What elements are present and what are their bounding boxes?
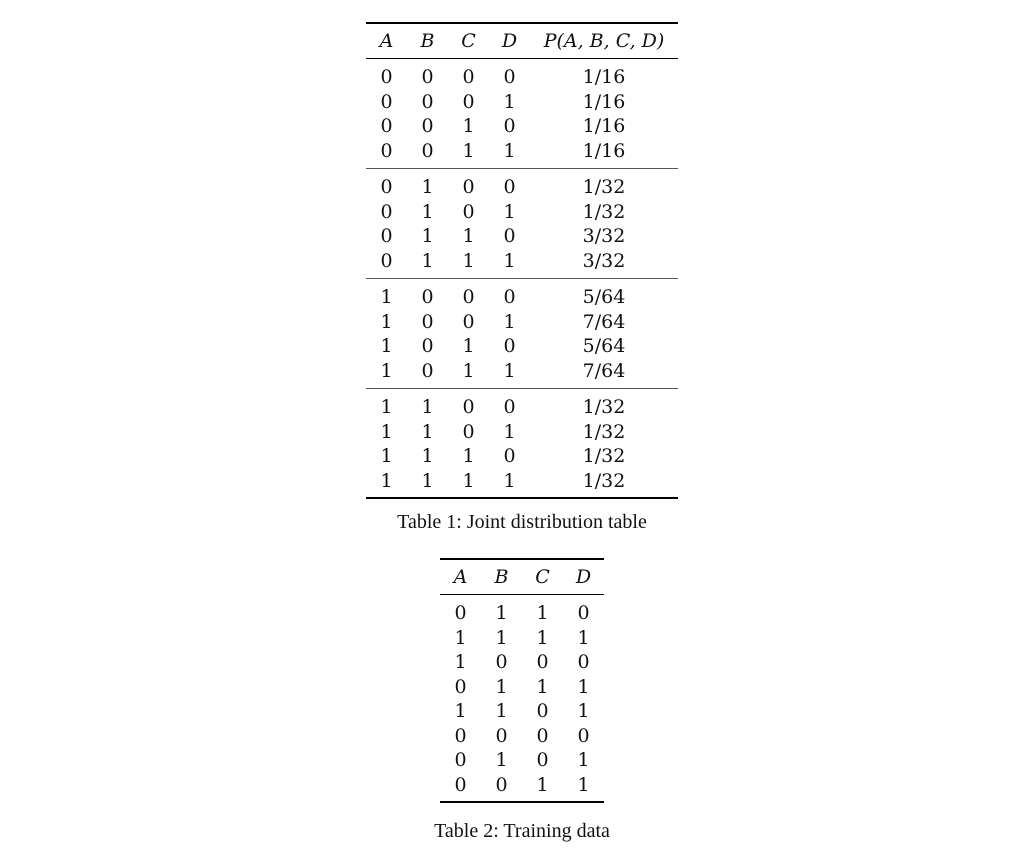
probability-cell: 1/16 [582, 115, 626, 138]
table-cell: 1 [536, 773, 549, 796]
table-cell: 0 [503, 115, 516, 138]
table-cell: 0 [495, 724, 508, 747]
table-row [366, 90, 678, 115]
table-cell: 1 [503, 90, 516, 113]
table-cell: 1 [454, 700, 467, 723]
table-cell: 0 [536, 651, 549, 674]
table-row [366, 249, 678, 279]
training-data-body [440, 595, 604, 803]
table-cell: 1 [380, 445, 393, 468]
probability-cell: 7/64 [582, 310, 626, 333]
table-cell: 0 [577, 602, 590, 625]
table-row [440, 675, 604, 700]
table-row [440, 650, 604, 675]
table-cell: 0 [462, 286, 475, 309]
table-row [440, 724, 604, 749]
column-header-b: B [407, 23, 448, 59]
table-row [366, 59, 678, 90]
table-row [366, 359, 678, 389]
table-cell: 0 [503, 445, 516, 468]
table-cell: 0 [503, 225, 516, 248]
table-cell: 1 [421, 469, 434, 492]
table-row [366, 139, 678, 169]
table-cell: 0 [380, 200, 393, 223]
probability-cell: 5/64 [582, 286, 626, 309]
table-cell: 0 [421, 66, 434, 89]
table-row [366, 169, 678, 200]
table-cell: 0 [503, 66, 516, 89]
column-header-c: C [448, 23, 489, 59]
joint-distribution-table [366, 22, 678, 499]
table-row [440, 595, 604, 626]
table-cell: 0 [407, 139, 448, 169]
table-cell: 1 [495, 700, 508, 723]
probability-cell: 3/32 [582, 225, 626, 248]
probability-cell: 1/32 [582, 445, 626, 468]
table-cell: 1 [503, 200, 516, 223]
table-cell: 0 [380, 90, 393, 113]
column-header-c: C [522, 559, 563, 595]
table-cell: 1 [495, 602, 508, 625]
table-cell: 0 [503, 335, 516, 358]
probability-cell: 1/32 [582, 469, 626, 492]
table-cell: 1 [503, 310, 516, 333]
table-row [440, 773, 604, 803]
table-row [366, 444, 678, 469]
table-cell: 1 [421, 396, 434, 419]
table-row [440, 748, 604, 773]
training-data-table [440, 558, 604, 803]
probability-cell: 3/32 [530, 249, 678, 279]
table-header-row [440, 559, 604, 595]
table-cell: 1 [536, 626, 549, 649]
table-row [366, 200, 678, 225]
table-cell: 1 [380, 286, 393, 309]
table-cell: 0 [454, 724, 467, 747]
table-row [366, 420, 678, 445]
table-cell: 0 [421, 335, 434, 358]
table-cell: 0 [495, 773, 508, 796]
table-cell: 0 [421, 90, 434, 113]
table-cell: 1 [577, 675, 590, 698]
column-header-d: D [489, 23, 530, 59]
table-cell: 0 [454, 675, 467, 698]
table-row [366, 334, 678, 359]
table-2-caption: Table 2: Training data [434, 820, 610, 842]
table-cell: 0 [536, 700, 549, 723]
table-cell: 1 [448, 139, 489, 169]
table-cell: 1 [462, 445, 475, 468]
table-cell: 1 [421, 200, 434, 223]
table-cell: 0 [577, 724, 590, 747]
table-cell: 1 [421, 225, 434, 248]
table-cell: 0 [366, 249, 407, 279]
table-cell: 0 [421, 286, 434, 309]
table-cell: 1 [462, 115, 475, 138]
table-row [366, 310, 678, 335]
table-cell: 0 [454, 773, 467, 796]
table-row [366, 224, 678, 249]
table-cell: 1 [462, 335, 475, 358]
table-cell: 0 [407, 359, 448, 389]
column-header-a: A [440, 559, 481, 595]
table-cell: 0 [462, 200, 475, 223]
table-cell: 1 [462, 469, 475, 492]
table-cell: 0 [495, 651, 508, 674]
probability-cell: 1/16 [582, 90, 626, 113]
table-cell: 1 [489, 359, 530, 389]
table-cell: 1 [407, 249, 448, 279]
probability-cell: 1/32 [582, 396, 626, 419]
table-cell: 1 [380, 310, 393, 333]
column-header-b: B [481, 559, 522, 595]
table-1-caption: Table 1: Joint distribution table [397, 511, 647, 533]
table-cell: 1 [380, 396, 393, 419]
table-cell: 0 [503, 286, 516, 309]
table-cell: 0 [462, 66, 475, 89]
table-cell: 0 [462, 396, 475, 419]
table-row [366, 389, 678, 420]
table-cell: 1 [503, 469, 516, 492]
table-cell: 0 [577, 651, 590, 674]
table-cell: 1 [577, 773, 590, 796]
table-cell: 0 [462, 90, 475, 113]
table-cell: 0 [462, 176, 475, 199]
table-cell: 0 [366, 139, 407, 169]
table-cell: 0 [462, 420, 475, 443]
probability-cell: 7/64 [530, 359, 678, 389]
table-cell: 1 [495, 749, 508, 772]
probability-cell: 1/32 [582, 176, 626, 199]
table-cell: 1 [489, 249, 530, 279]
table-cell: 1 [421, 176, 434, 199]
table-row [366, 114, 678, 139]
table-cell: 1 [454, 651, 467, 674]
table-cell: 0 [454, 749, 467, 772]
table-cell: 1 [421, 445, 434, 468]
table-cell: 1 [421, 420, 434, 443]
table-cell: 1 [380, 420, 393, 443]
table-cell: 1 [448, 249, 489, 279]
column-header-a: A [366, 23, 407, 59]
table-cell: 1 [577, 700, 590, 723]
table-row [440, 699, 604, 724]
probability-cell: 1/32 [582, 420, 626, 443]
table-cell: 0 [503, 396, 516, 419]
table-row [366, 469, 678, 499]
table-cell: 1 [495, 626, 508, 649]
probability-cell: 1/16 [582, 66, 626, 89]
column-header-d: D [563, 559, 604, 595]
table-cell: 0 [380, 225, 393, 248]
table-cell: 1 [454, 626, 467, 649]
probability-cell: 1/16 [530, 139, 678, 169]
table-cell: 1 [577, 626, 590, 649]
table-cell: 0 [536, 724, 549, 747]
table-cell: 0 [454, 602, 467, 625]
table-cell: 1 [536, 602, 549, 625]
table-cell: 0 [380, 176, 393, 199]
table-cell: 1 [448, 359, 489, 389]
table-cell: 1 [462, 225, 475, 248]
table-cell: 1 [366, 359, 407, 389]
probability-cell: 5/64 [582, 335, 626, 358]
table-header-row [366, 23, 678, 59]
table-cell: 0 [503, 176, 516, 199]
table-cell: 1 [489, 139, 530, 169]
table-cell: 0 [380, 66, 393, 89]
table-row [366, 279, 678, 310]
table-cell: 1 [380, 469, 393, 492]
table-cell: 0 [421, 310, 434, 333]
joint-distribution-body [366, 59, 678, 499]
table-row [440, 626, 604, 651]
table-cell: 1 [503, 420, 516, 443]
table-cell: 0 [462, 310, 475, 333]
table-cell: 0 [380, 115, 393, 138]
table-cell: 1 [536, 675, 549, 698]
table-cell: 1 [495, 675, 508, 698]
probability-cell: 1/32 [582, 200, 626, 223]
table-cell: 1 [577, 749, 590, 772]
table-cell: 1 [380, 335, 393, 358]
table-cell: 0 [421, 115, 434, 138]
column-header-probability: P(A, B, C, D) [530, 23, 678, 59]
table-cell: 0 [536, 749, 549, 772]
